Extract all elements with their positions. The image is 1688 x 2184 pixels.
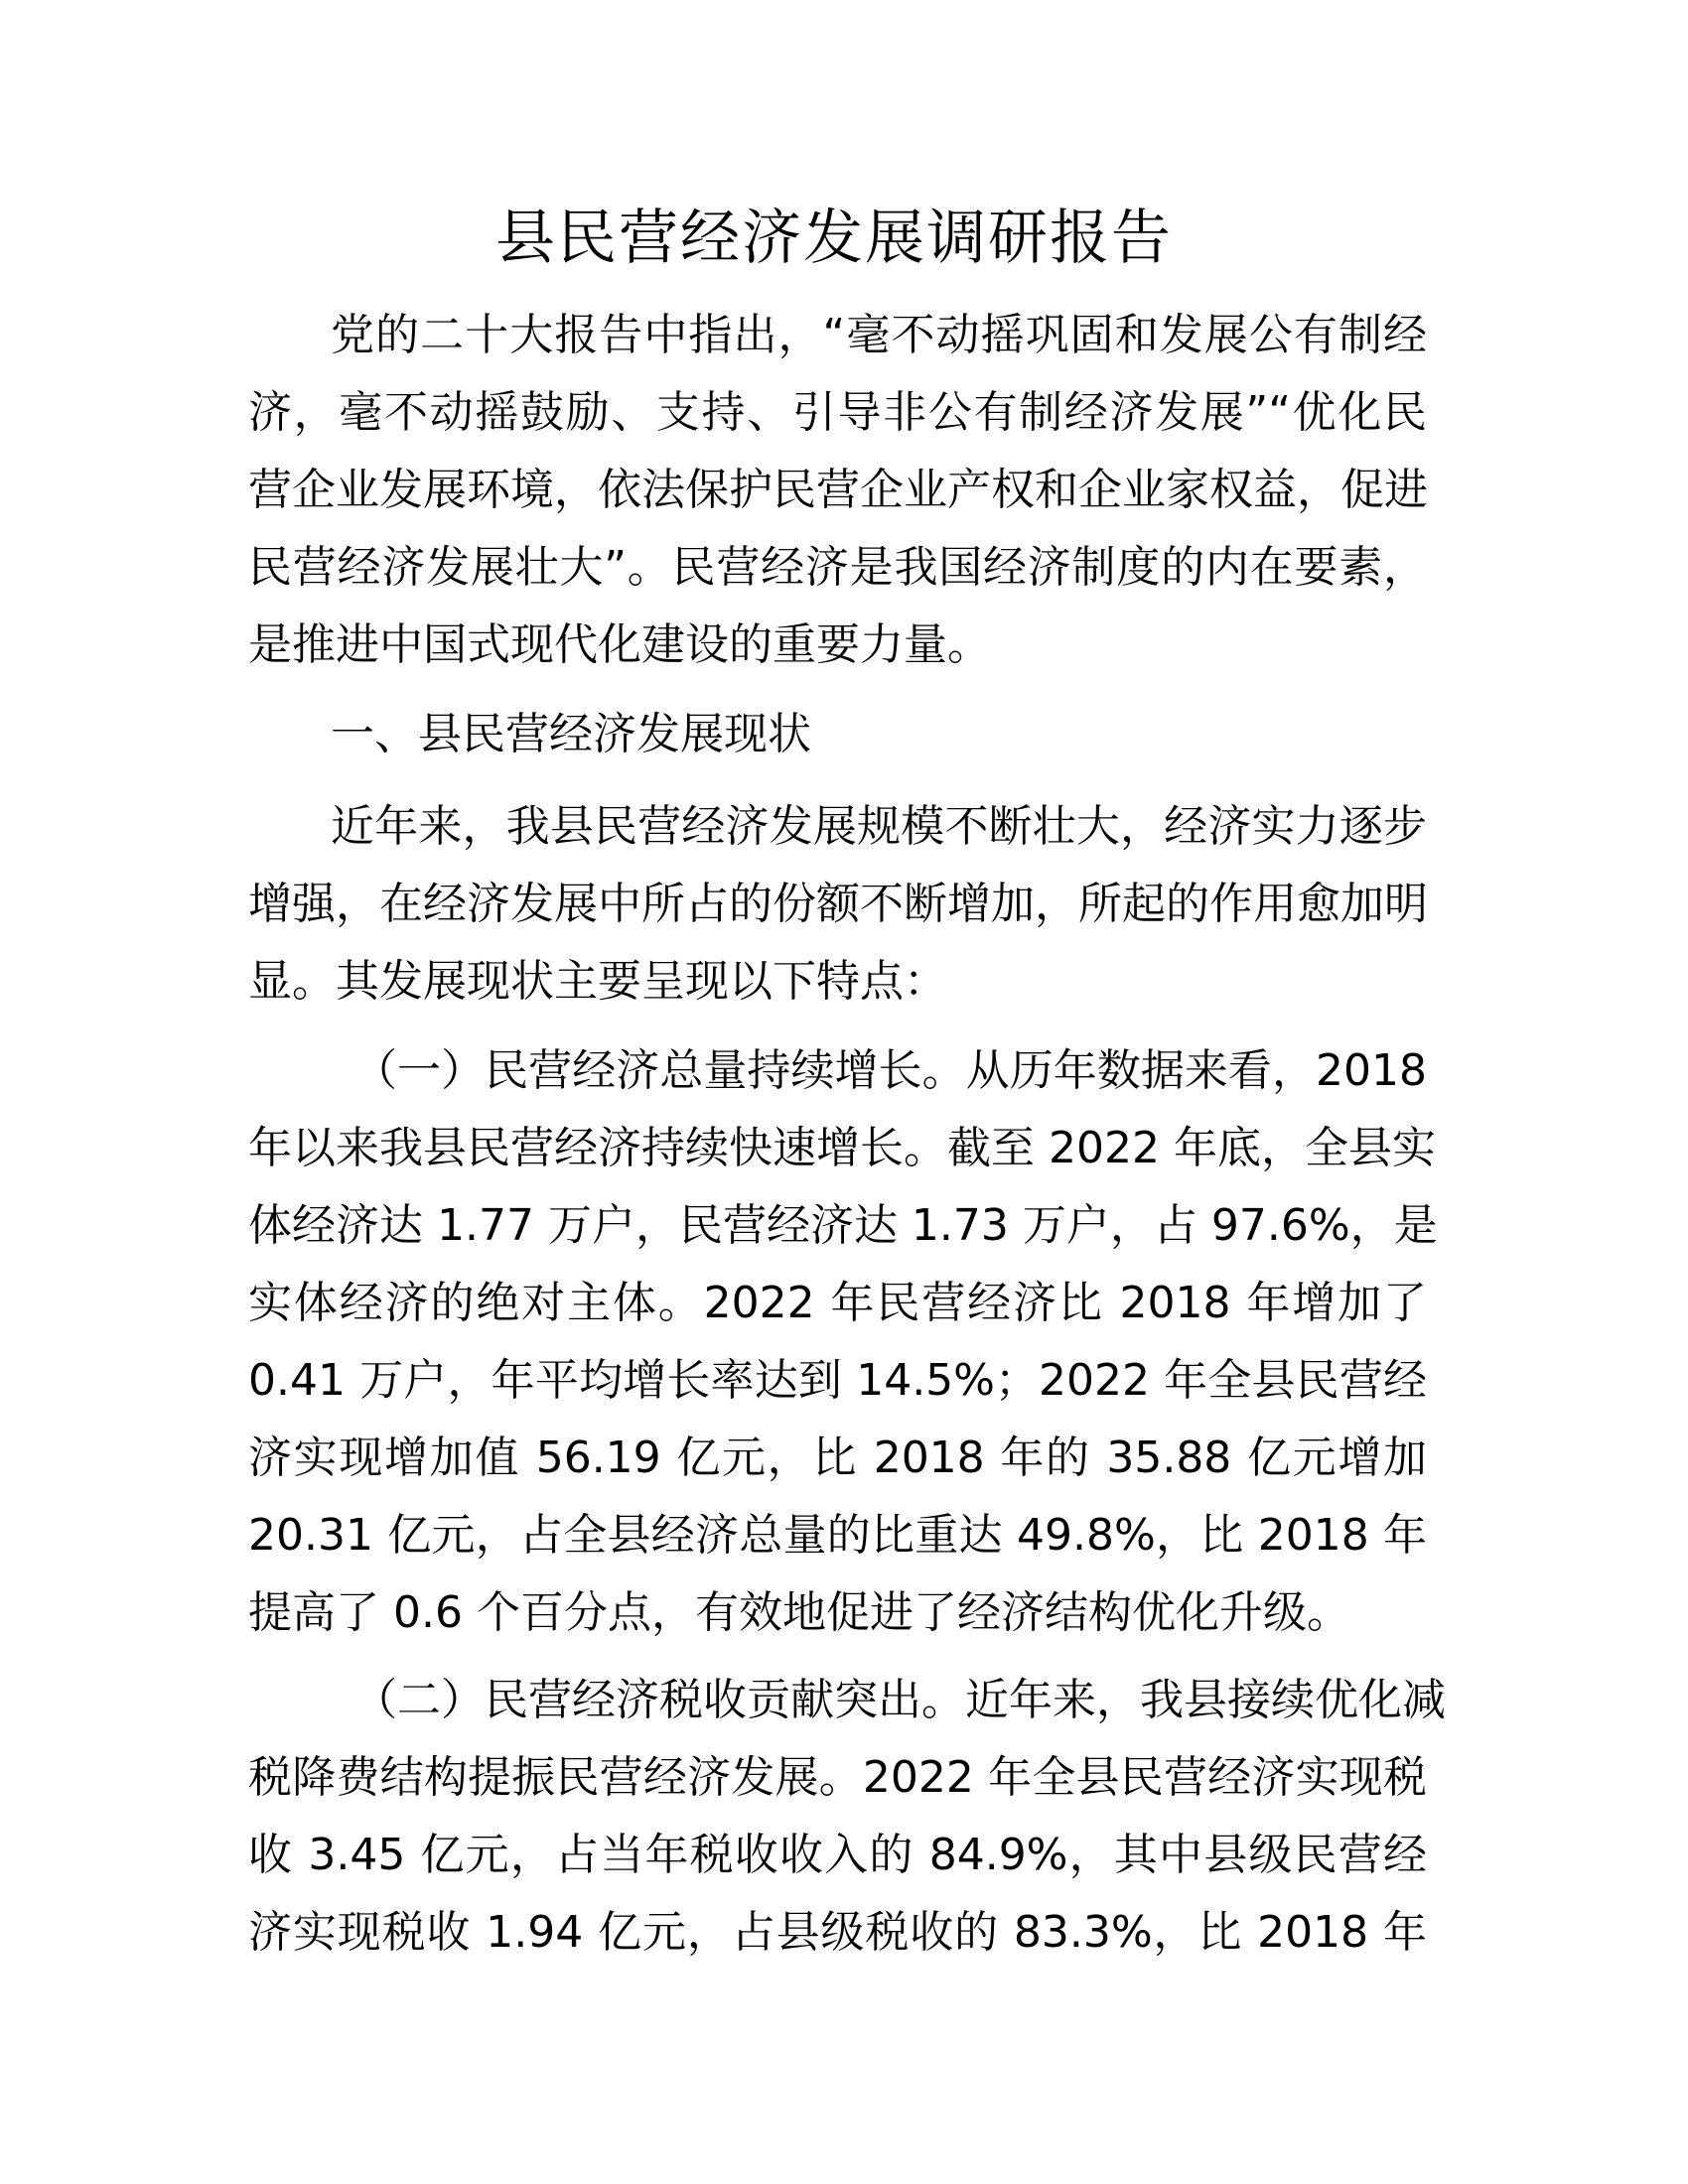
- text-line: 20.31 亿元，占全县经济总量的比重达 49.8%，比 2018 年: [248, 1510, 1427, 1561]
- text-line: 济实现增加值 56.19 亿元，比 2018 年的 35.88 亿元增加: [248, 1433, 1427, 1483]
- text-line: 增强，在经济发展中所占的份额不断增加，所起的作用愈加明: [248, 879, 1428, 929]
- text-line: 是推进中国式现代化建设的重要力量。: [248, 619, 991, 670]
- text-line: 年以来我县民营经济持续快速增长。截至 2022 年底，全县实: [248, 1123, 1436, 1173]
- text-line: 体经济达 1.77 万户，民营经济达 1.73 万户，占 97.6%，是: [248, 1200, 1438, 1251]
- document-title: 县民营经济发展调研报告: [495, 204, 1173, 273]
- text-line: 0.41 万户，年平均增长率达到 14.5%；2022 年全县民营经: [248, 1355, 1427, 1406]
- text-line: 提高了 0.6 个百分点，有效地促进了经济结构优化升级。: [248, 1587, 1350, 1638]
- text-line: 济，毫不动摇鼓励、支持、引导非公有制经济发展”“优化民: [248, 387, 1427, 438]
- text-line: 实体经济的绝对主体。2022 年民营经济比 2018 年增加了: [248, 1278, 1427, 1328]
- text-line: 收 3.45 亿元，占当年税收收入的 84.9%，其中县级民营经: [248, 1830, 1427, 1880]
- text-line: 近年来，我县民营经济发展规模不断壮大，经济实力逐步: [331, 801, 1427, 852]
- text-line: 民营经济发展壮大”。民营经济是我国经济制度的内在要素，: [248, 542, 1427, 593]
- text-line: （二）民营经济税收贡献突出。近年来，我县接续优化减: [353, 1675, 1446, 1725]
- text-line: 显。其发展现状主要呈现以下特点：: [248, 956, 947, 1007]
- heading-line: 一、县民营经济发展现状: [331, 709, 811, 759]
- text-line: 党的二十大报告中指出，“毫不动摇巩固和发展公有制经: [331, 310, 1427, 360]
- text-line: （一）民营经济总量持续增长。从历年数据来看，2018: [353, 1045, 1427, 1096]
- text-line: 营企业发展环境，依法保护民营企业产权和企业家权益，促进: [248, 465, 1428, 515]
- text-line: 济实现税收 1.94 亿元，占县级税收的 83.3%，比 2018 年: [248, 1907, 1427, 1958]
- text-line: 税降费结构提振民营经济发展。2022 年全县民营经济实现税: [248, 1752, 1427, 1803]
